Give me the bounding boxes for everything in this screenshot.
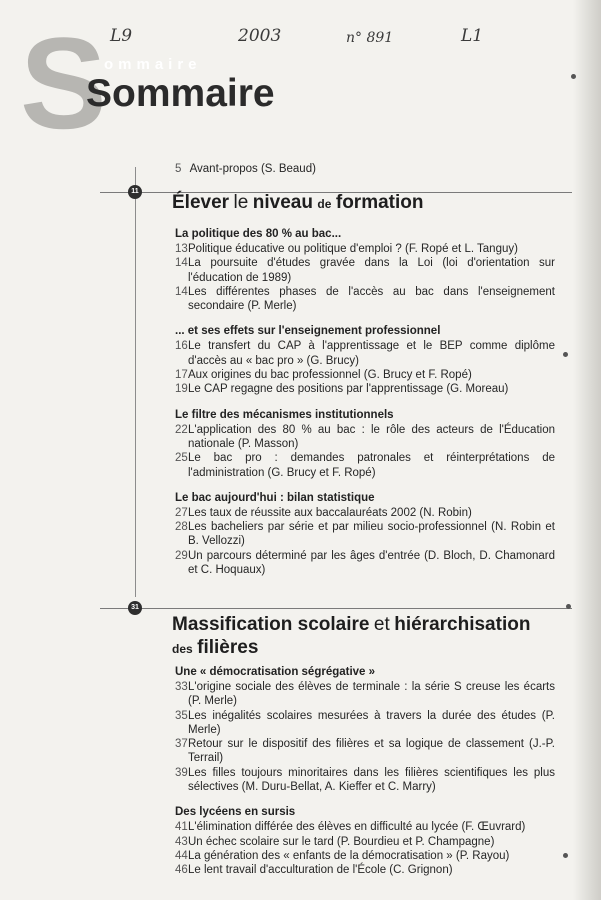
vertical-rule [135, 167, 136, 597]
toc-entry: 28 Les bacheliers par série et par milieu socio-professionnel (N. Robin et B. Vellozzi) [175, 521, 555, 548]
toc-entry: 16 Le transfert du CAP à l'apprentissage et le BEP comme diplôme d'accès au « bac pro » (G. Brucy) [175, 340, 555, 367]
toc-entry: 13 Politique éducative ou politique d'emploi ? (F. Ropé et L. Tanguy) [175, 243, 518, 255]
group-heading: Le filtre des mécanismes institutionnels [175, 408, 394, 421]
scan-speck [563, 352, 568, 357]
section-page-badge: 31 [128, 601, 142, 615]
toc-group [175, 806, 555, 877]
toc-entry-avant-propos [175, 163, 316, 175]
group-heading: Des lycéens en sursis [175, 806, 296, 819]
toc-entry: 44 La génération des « enfants de la démocratisation » (P. Rayou) [175, 849, 510, 862]
toc-entry: 25 Le bac pro : demandes patronales et réinterprétations de l'administration (G. Brucy et F. Ropé) [175, 452, 555, 479]
section-1-content [175, 228, 555, 589]
toc-group [175, 492, 555, 577]
toc-entry: 27 Les taux de réussite aux baccalauréats 2002 (N. Robin) [175, 506, 472, 519]
scan-speck [566, 604, 571, 609]
toc-group [175, 666, 555, 794]
toc-group [175, 409, 555, 480]
section-page-badge: 11 [128, 185, 142, 199]
scan-speck [571, 74, 576, 79]
section-divider [100, 608, 572, 609]
toc-group [175, 325, 555, 396]
handwritten-year: 2003 [238, 26, 282, 46]
section-title: Massification scolaire et hiérarchisation des filières [172, 614, 531, 658]
handwritten-note: L9 [110, 26, 133, 46]
toc-entry: 43 Un échec scolaire sur le tard (P. Bourdieu et P. Champagne) [175, 835, 495, 848]
group-heading: La politique des 80 % au bac... [175, 228, 342, 240]
toc-entry: 41 L'élimination différée des élèves en difficulté au lycée (F. Œuvrard) [175, 821, 526, 834]
handwritten-code: L1 [461, 26, 484, 46]
group-heading: Une « démocratisation ségrégative » [175, 666, 376, 678]
scan-edge-shadow [573, 0, 601, 900]
small-title: ommaire [104, 56, 202, 73]
toc-entry: 33 L'origine sociale des élèves de terminale : la série S creuse les écarts (P. Merle) [175, 681, 555, 708]
section-2-content [175, 666, 555, 890]
toc-entry: 29 Un parcours déterminé par les âges d'entrée (D. Bloch, D. Chamonard et C. Hoquaux) [175, 549, 555, 577]
toc-entry: 35 Les inégalités scolaires mesurées à travers la durée des études (P. Merle) [175, 709, 555, 736]
entry-text: Avant-propos (S. Beaud) [189, 163, 316, 175]
handwritten-number: n° 891 [346, 30, 394, 46]
page-title: Sommaire [86, 72, 275, 115]
page-number: 5 [175, 163, 182, 175]
toc-group [175, 228, 555, 313]
group-heading: ... et ses effets sur l'enseignement professionnel [175, 325, 441, 338]
toc-entry: 19 Le CAP regagne des positions par l'apprentissage (G. Moreau) [175, 383, 509, 396]
section-title: Élever le niveau de formation [172, 192, 424, 213]
toc-entry: 39 Les filles toujours minoritaires dans les filières scientifiques les plus sélectives (M. Duru-Bellat, A. Kieffer et C. Marry) [175, 766, 555, 794]
toc-entry: 22 L'application des 80 % au bac : le rôle des acteurs de l'Éducation nationale (P. Masson) [175, 423, 555, 450]
group-heading: Le bac aujourd'hui : bilan statistique [175, 491, 375, 504]
scan-speck [563, 853, 568, 858]
toc-entry: 46 Le lent travail d'acculturation de l'École (C. Grignon) [175, 864, 453, 877]
toc-entry: 14 Les différentes phases de l'accès au bac dans l'enseignement secondaire (P. Merle) [175, 285, 555, 313]
toc-entry: 14 La poursuite d'études gravée dans la Loi (loi d'orientation sur l'éducation de 1989) [175, 257, 555, 284]
toc-entry: 17 Aux origines du bac professionnel (G. Brucy et F. Ropé) [175, 369, 472, 382]
decorative-big-letter: S [20, 10, 107, 156]
toc-entry: 37 Retour sur le dispositif des filières et sa logique de classement (J.-P. Terrail) [175, 738, 555, 765]
